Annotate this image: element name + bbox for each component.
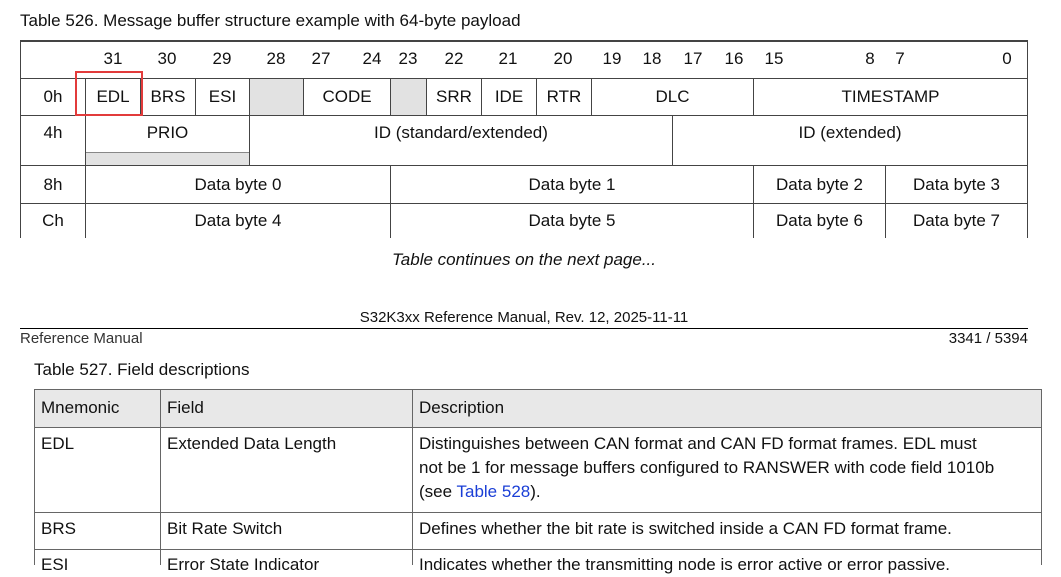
bit-label: 23 — [398, 49, 418, 68]
bit-label: 30 — [157, 49, 177, 68]
bit-label: 24 — [362, 49, 382, 68]
field-timestamp: TIMESTAMP — [841, 87, 940, 106]
row-esi-desc: Indicates whether the transmitting node is error active or error passive. — [419, 555, 951, 574]
row-edl-field: Extended Data Length — [167, 434, 337, 453]
field-edl: EDL — [96, 87, 130, 106]
footer-divider — [20, 328, 1028, 329]
bit-label: 17 — [683, 49, 703, 68]
offset-label: 4h — [43, 123, 63, 142]
field-srr: SRR — [436, 87, 472, 106]
table-527-title: Table 527. Field descriptions — [34, 360, 250, 379]
header-description: Description — [419, 398, 505, 417]
data-byte-6: Data byte 6 — [776, 211, 863, 230]
data-byte-4: Data byte 4 — [194, 211, 282, 230]
row-edl-desc-line1: Distinguishes between CAN format and CAN FD format frames. EDL must — [419, 434, 977, 453]
data-byte-0: Data byte 0 — [194, 174, 282, 194]
row-brs-desc: Defines whether the bit rate is switched inside a CAN FD format frame. — [419, 519, 952, 538]
field-ide: IDE — [494, 87, 524, 106]
edl-highlight-box — [75, 71, 143, 116]
field-brs: BRS — [150, 87, 186, 106]
bit-label: 18 — [642, 49, 662, 68]
field-dlc: DLC — [655, 87, 690, 106]
field-id-standard-extended: ID (standard/extended) — [374, 123, 548, 142]
header-mnemonic: Mnemonic — [41, 398, 120, 417]
offset-label: 0h — [43, 87, 63, 106]
reserved-prio-bits — [86, 152, 249, 165]
row-edl-desc-line3 — [419, 480, 541, 504]
bit-label: 22 — [444, 49, 464, 68]
data-byte-3: Data byte 3 — [913, 174, 1000, 194]
bit-label: 16 — [724, 49, 744, 68]
offset-label: Ch — [42, 211, 64, 230]
reserved-bit-23 — [391, 79, 426, 115]
row-esi-field: Error State Indicator — [167, 555, 320, 574]
bit-label: 29 — [212, 49, 232, 68]
data-byte-5: Data byte 5 — [528, 211, 616, 230]
bit-label: 21 — [498, 49, 518, 68]
bit-label: 27 — [311, 49, 331, 68]
footer-left-label: Reference Manual — [20, 330, 143, 347]
row-edl-mnemonic: EDL — [41, 434, 75, 453]
bit-label: 31 — [103, 49, 123, 68]
page-number: 3341 / 5394 — [948, 330, 1028, 347]
field-rtr: RTR — [546, 87, 582, 106]
bit-label: 8 — [865, 49, 875, 68]
manual-footer-title: S32K3xx Reference Manual, Rev. 12, 2025-11-11 — [359, 309, 689, 326]
desc-text: (see — [419, 482, 457, 501]
row-esi-mnemonic: ESI — [41, 555, 69, 574]
data-byte-7: Data byte 7 — [913, 211, 1000, 230]
row-edl-desc-line2: not be 1 for message buffers configured to RANSWER with code field 1010b — [419, 458, 995, 477]
field-prio: PRIO — [146, 123, 189, 142]
field-code: CODE — [322, 87, 372, 106]
data-byte-1: Data byte 1 — [528, 174, 616, 194]
table-continues-note: Table continues on the next page... — [391, 250, 656, 269]
field-esi: ESI — [208, 87, 237, 106]
bit-label: 20 — [553, 49, 573, 68]
row-brs-mnemonic: BRS — [41, 519, 76, 538]
bit-label: 19 — [602, 49, 622, 68]
bit-label: 0 — [1002, 49, 1012, 68]
field-id-extended: ID (extended) — [798, 123, 902, 142]
bit-label: 15 — [764, 49, 784, 68]
reserved-bit-28 — [250, 79, 303, 115]
offset-label: 8h — [43, 174, 63, 194]
bit-label: 7 — [895, 49, 905, 68]
desc-text: ). — [530, 482, 541, 501]
header-field: Field — [167, 398, 204, 417]
table-528-link[interactable]: Table 528 — [456, 482, 531, 501]
bit-label: 28 — [266, 49, 286, 68]
row-brs-field: Bit Rate Switch — [167, 519, 283, 538]
table-526-title: Table 526. Message buffer structure example with 64-byte payload — [20, 11, 521, 30]
data-byte-2: Data byte 2 — [776, 174, 863, 194]
